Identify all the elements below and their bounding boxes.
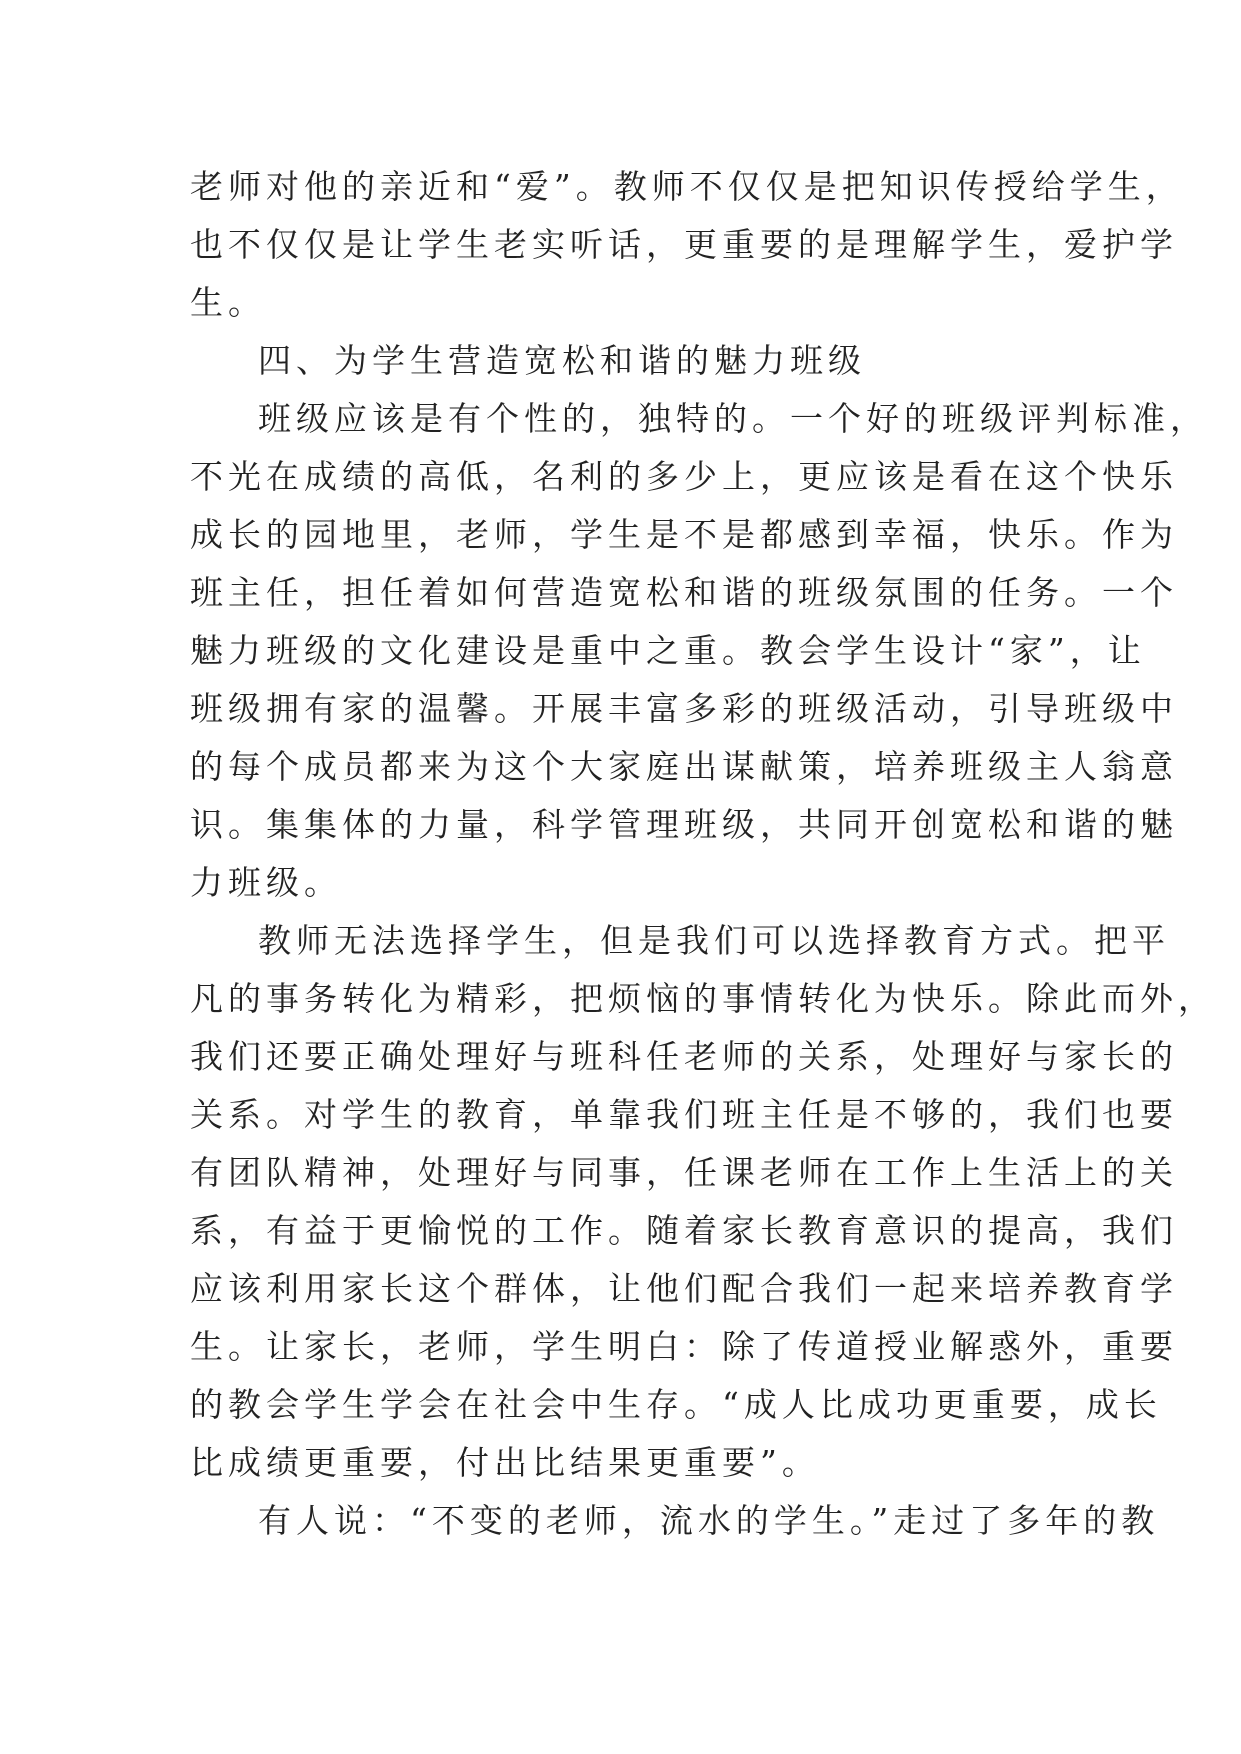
text-line: 班级应该是有个性的，独特的。一个好的班级评判标准，	[258, 399, 1208, 438]
text-line: 的每个成员都来为这个大家庭出谋献策，培养班级主人翁意	[190, 747, 1178, 786]
text-line: 识。集集体的力量，科学管理班级，共同开创宽松和谐的魅	[190, 805, 1178, 844]
text-line: 凡的事务转化为精彩，把烦恼的事情转化为快乐。除此而外，	[190, 979, 1216, 1018]
text-line: 班级拥有家的温馨。开展丰富多彩的班级活动，引导班级中	[190, 689, 1178, 728]
text-line: 有人说：“不变的老师，流水的学生。”走过了多年的教	[258, 1501, 1160, 1540]
text-line: 关系。对学生的教育，单靠我们班主任是不够的，我们也要	[190, 1095, 1178, 1134]
text-line: 生。	[190, 283, 266, 322]
text-line: 不光在成绩的高低，名利的多少上，更应该是看在这个快乐	[190, 457, 1178, 496]
text-line: 力班级。	[190, 863, 342, 902]
section-heading: 四、为学生营造宽松和谐的魅力班级	[258, 341, 866, 380]
text-line: 成长的园地里，老师，学生是不是都感到幸福，快乐。作为	[190, 515, 1178, 554]
text-line: 比成绩更重要，付出比结果更重要”。	[190, 1443, 820, 1482]
text-line: 班主任，担任着如何营造宽松和谐的班级氛围的任务。一个	[190, 573, 1178, 612]
text-line: 老师对他的亲近和“爱”。教师不仅仅是把知识传授给学生，	[190, 167, 1184, 206]
text-line: 系，有益于更愉悦的工作。随着家长教育意识的提高，我们	[190, 1211, 1178, 1250]
text-line: 有团队精神，处理好与同事，任课老师在工作上生活上的关	[190, 1153, 1178, 1192]
text-line: 也不仅仅是让学生老实听话，更重要的是理解学生，爱护学	[190, 225, 1178, 264]
text-line: 生。让家长，老师，学生明白：除了传道授业解惑外，重要	[190, 1327, 1178, 1366]
text-line: 魅力班级的文化建设是重中之重。教会学生设计“家”，让	[190, 631, 1146, 670]
text-line: 应该利用家长这个群体，让他们配合我们一起来培养教育学	[190, 1269, 1178, 1308]
document-body	[190, 158, 1216, 1550]
text-line: 的教会学生学会在社会中生存。“成人比成功更重要，成长	[190, 1385, 1162, 1424]
text-line: 教师无法选择学生，但是我们可以选择教育方式。把平	[258, 921, 1170, 960]
text-line: 我们还要正确处理好与班科任老师的关系，处理好与家长的	[190, 1037, 1178, 1076]
